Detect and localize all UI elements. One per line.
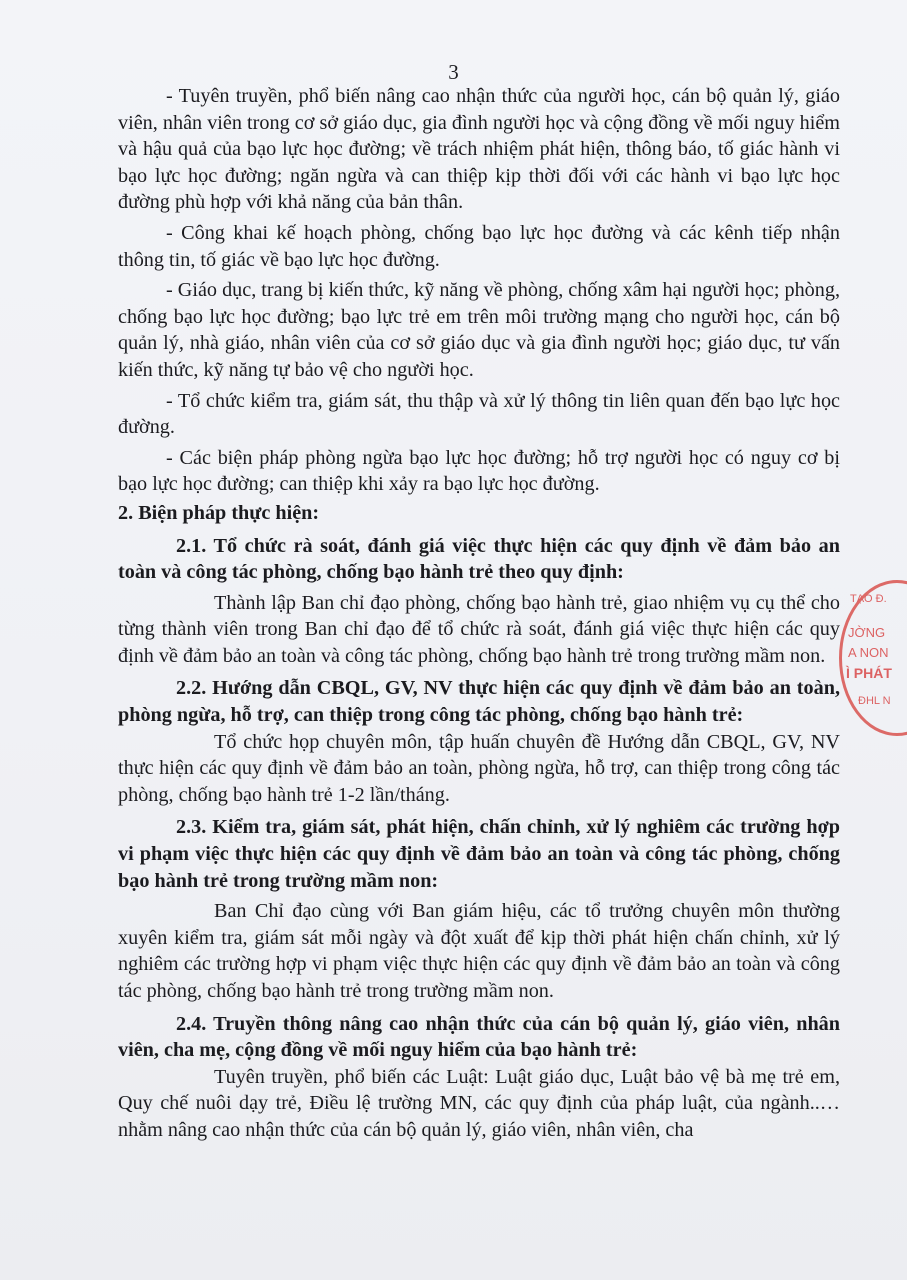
official-seal-stamp <box>839 580 907 736</box>
section-heading: 2. Biện pháp thực hiện: <box>118 501 320 524</box>
intro-paragraph-5: - Các biện pháp phòng ngừa bạo lực học đường; hỗ trợ người học có nguy cơ bị bạo lực học đường; can thiệp khi xảy ra bạo lực học đường. <box>118 446 840 496</box>
document-body <box>118 83 840 1144</box>
stamp-line-2: JỜNG <box>848 625 886 640</box>
subsection-2-2-heading: 2.2. Hướng dẫn CBQL, GV, NV thực hiện các quy định về đảm bảo an toàn, phòng ngừa, hỗ trợ, can thiệp trong công tác phòng, chống bạo hành trẻ: <box>118 677 840 727</box>
subsection-2-1-heading: 2.1. Tổ chức rà soát, đánh giá việc thực hiện các quy định về đảm bảo an toàn và công tác phòng, chống bạo hành trẻ theo quy định: <box>118 534 840 584</box>
subsection-2-4-body: Tuyên truyền, phổ biến các Luật: Luật giáo dục, Luật bảo vệ bà mẹ trẻ em, Quy chế nuôi dạy trẻ, Điều lệ trường MN, các quy định của pháp luật, của ngành..… nhằm nâng cao nhận thức của cán bộ quản lý, giáo viên, nhân viên, cha <box>118 1065 840 1141</box>
intro-paragraph-1: - Tuyên truyền, phổ biến nâng cao nhận thức của người học, cán bộ quản lý, giáo viên, nhân viên trong cơ sở giáo dục, gia đình người học và cộng đồng về mối nguy hiểm và hậu quả của bạo lực học đường; về trách nhiệm phát hiện, thông báo, tố giác hành vi bạo lực học đường; ngăn ngừa và can thiệp kịp thời đối với các hành vi bạo lực học đường phù hợp với khả năng của bản thân. <box>118 85 840 214</box>
intro-paragraph-2: - Công khai kế hoạch phòng, chống bạo lực học đường và các kênh tiếp nhận thông tin, tố giác về bạo lực học đường. <box>118 221 840 271</box>
subsection-2-3-heading: 2.3. Kiểm tra, giám sát, phát hiện, chấn chỉnh, xử lý nghiêm các trường hợp vi phạm việc thực hiện các quy định về đảm bảo an toàn và công tác phòng, chống bạo hành trẻ trong trường mầm non: <box>118 816 840 892</box>
intro-paragraph-4: - Tổ chức kiểm tra, giám sát, thu thập và xử lý thông tin liên quan đến bạo lực học đường. <box>118 389 840 439</box>
subsection-2-1-body: Thành lập Ban chỉ đạo phòng, chống bạo hành trẻ, giao nhiệm vụ cụ thể cho từng thành viên trong Ban chỉ đạo để tổ chức rà soát, đánh giá việc thực hiện các quy định về đảm bảo an toàn và công tác phòng, chống bạo hành trẻ trong trường mầm non. <box>118 591 840 667</box>
stamp-line-4: Ì PHÁT <box>846 665 892 681</box>
subsection-2-3-body: Ban Chỉ đạo cùng với Ban giám hiệu, các tổ trưởng chuyên môn thường xuyên kiểm tra, giám sát mỗi ngày và đột xuất để kịp thời phát hiện chấn chỉnh, xử lý nghiêm các trường hợp vi phạm việc thực hiện các quy định về đảm bảo an toàn và công tác phòng, chống bạo hành trẻ trong trường mầm non. <box>118 900 840 1002</box>
stamp-line-3: A NON <box>848 645 889 660</box>
subsection-2-2-body: Tổ chức họp chuyên môn, tập huấn chuyên đề Hướng dẫn CBQL, GV, NV thực hiện các quy định về đảm bảo an toàn, phòng ngừa, hỗ trợ, can thiệp trong công tác phòng, chống bạo hành trẻ 1-2 lần/tháng. <box>118 730 840 806</box>
page-number: 3 <box>448 60 459 84</box>
stamp-line-1: TẠO Đ. <box>850 593 887 605</box>
intro-paragraph-3: - Giáo dục, trang bị kiến thức, kỹ năng về phòng, chống xâm hại người học; phòng, chống bạo lực học đường; bạo lực trẻ em trên môi trường mạng cho người học, cán bộ quản lý, nhà giáo, nhân viên của cơ sở giáo dục và gia đình người học; giáo dục, tư vấn kiến thức, kỹ năng tự bảo vệ cho người học. <box>118 279 840 381</box>
stamp-line-5: ĐHL N <box>858 695 891 707</box>
subsection-2-4-heading: 2.4. Truyền thông nâng cao nhận thức của cán bộ quản lý, giáo viên, nhân viên, cha mẹ, cộng đồng về mối nguy hiểm của bạo hành trẻ: <box>118 1012 840 1062</box>
